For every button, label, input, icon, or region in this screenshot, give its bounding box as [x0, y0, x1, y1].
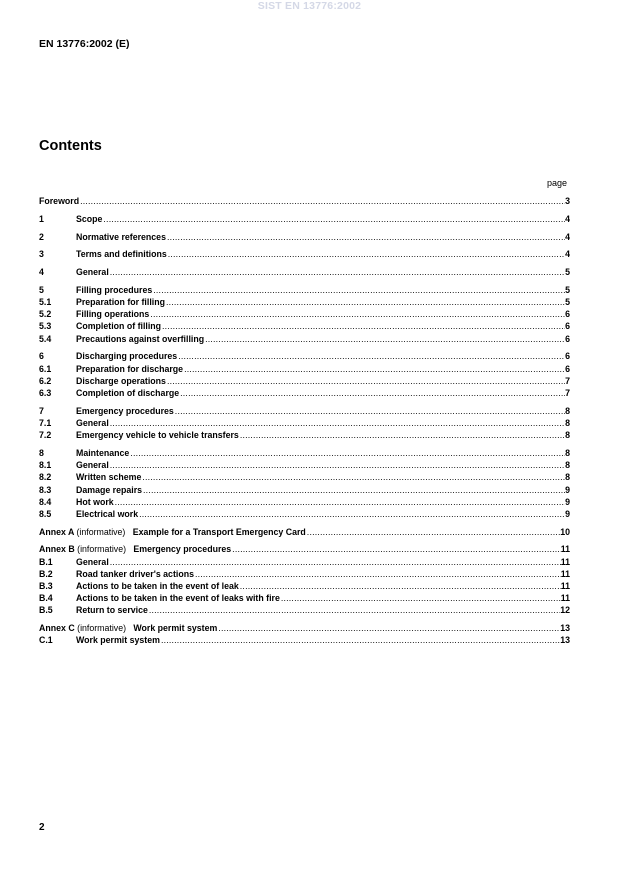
- page-title: Contents: [39, 138, 102, 154]
- toc-entry-label: Road tanker driver's actions: [76, 568, 194, 579]
- toc-entry-label: Work permit system: [76, 635, 160, 646]
- toc-entry-page: 7: [565, 375, 570, 386]
- toc-entry[interactable]: [39, 320, 570, 332]
- toc-entry-label: General: [76, 460, 109, 471]
- toc-entry-label: Written scheme: [76, 472, 142, 483]
- toc-leader-dots: [110, 266, 565, 278]
- toc-entry-number: B.4: [39, 593, 53, 604]
- toc-leader-dots: [167, 231, 565, 243]
- toc-entry-page: 7: [565, 388, 570, 398]
- toc-leader-dots: [130, 447, 565, 459]
- toc-entry-number: 8.3: [39, 484, 52, 495]
- toc-entry[interactable]: [39, 213, 570, 225]
- toc-entry-number: 5.1: [39, 297, 52, 308]
- toc-entry[interactable]: [39, 484, 570, 496]
- toc-entry-label: Foreword: [39, 196, 80, 206]
- toc-entry-label: [39, 526, 306, 538]
- toc-leader-dots: [80, 195, 565, 207]
- toc-leader-dots: [240, 580, 561, 592]
- toc-leader-dots: [115, 496, 565, 508]
- toc-entry[interactable]: [39, 459, 570, 471]
- toc-entry-number: 3: [39, 249, 44, 260]
- toc-entry-number: B.3: [39, 581, 53, 591]
- toc-leader-dots: [184, 363, 565, 375]
- toc-entry-page: 8: [565, 405, 570, 416]
- toc-entry-page: 9: [565, 496, 570, 507]
- toc-leader-dots: [110, 459, 565, 471]
- toc-entry-number: 8.4: [39, 496, 52, 507]
- toc-entry-label: Electrical work: [76, 508, 139, 519]
- toc-entry-label: Completion of discharge: [76, 388, 180, 398]
- toc-entry-number: B.1: [39, 556, 53, 567]
- toc-entry[interactable]: [39, 405, 570, 417]
- toc-entry[interactable]: [39, 231, 570, 243]
- toc-entry-number: 5.3: [39, 321, 52, 332]
- toc-leader-dots: [195, 568, 561, 580]
- toc-entry-label: Normative references: [76, 231, 166, 242]
- toc-entry-page: 11: [560, 581, 570, 591]
- toc-annex-title: Work permit system: [133, 623, 218, 634]
- toc-entry-label: [39, 543, 231, 555]
- toc-entry-number: 5.2: [39, 309, 52, 320]
- toc-annex-title: Emergency procedures: [133, 544, 232, 555]
- toc-leader-dots: [281, 592, 561, 604]
- toc-annex-title: Example for a Transport Emergency Card: [132, 526, 306, 537]
- toc-entry-label: Return to service: [76, 605, 148, 616]
- toc-entry-page: 8: [565, 460, 570, 471]
- toc-entry-number: 6.2: [39, 375, 52, 386]
- toc-entry[interactable]: [39, 375, 570, 387]
- toc-entry-number: 8.5: [39, 508, 52, 519]
- toc-entry-page: 8: [565, 447, 570, 458]
- toc-entry-page: 13: [560, 635, 570, 646]
- toc-entry-label: General: [76, 267, 109, 278]
- toc-entry[interactable]: [39, 556, 570, 568]
- toc-entry-page: 8: [565, 417, 570, 428]
- toc-entry-label: [39, 622, 217, 634]
- toc-leader-dots: [153, 284, 565, 296]
- toc-entry-label: Discharge operations: [76, 375, 166, 386]
- toc-entry[interactable]: [39, 634, 570, 646]
- toc-entry-label: Maintenance: [76, 447, 130, 458]
- page-number: 2: [39, 822, 45, 833]
- toc-leader-dots: [149, 604, 560, 616]
- toc-entry-number: 7: [39, 405, 44, 416]
- toc-leader-dots: [240, 429, 565, 441]
- toc-entry-page: 11: [560, 544, 570, 555]
- toc-entry[interactable]: [39, 429, 570, 441]
- toc-entry-label: Actions to be taken in the event of leak: [76, 581, 239, 591]
- toc-entry-number: 1: [39, 213, 44, 224]
- toc-leader-dots: [142, 471, 565, 483]
- toc-entry-number: 8: [39, 447, 44, 458]
- toc-leader-dots: [143, 484, 565, 496]
- toc-entry-label: Emergency vehicle to vehicle transfers: [76, 430, 239, 441]
- toc-entry[interactable]: [39, 284, 570, 296]
- toc-leader-dots: [218, 622, 560, 634]
- toc-entry-page: 3: [565, 196, 570, 206]
- toc-entry-page: 6: [565, 309, 570, 320]
- toc-leader-dots: [180, 387, 565, 399]
- toc-annex-informative: (informative): [77, 544, 127, 555]
- toc-entry-label: Preparation for discharge: [76, 363, 184, 374]
- toc-leader-dots: [166, 296, 565, 308]
- toc-entry[interactable]: [39, 296, 570, 308]
- toc-entry-label: Preparation for filling: [76, 297, 165, 308]
- toc-entry[interactable]: [39, 447, 570, 459]
- toc-entry-number: C.1: [39, 635, 53, 646]
- toc-entry[interactable]: [39, 417, 570, 429]
- toc-entry-page: 4: [565, 213, 570, 224]
- toc-entry-page: 4: [565, 231, 570, 242]
- toc-entry-label: Terms and definitions: [76, 249, 167, 260]
- toc-entry[interactable]: [39, 592, 570, 604]
- toc-entry[interactable]: [39, 363, 570, 375]
- toc-entry[interactable]: [39, 387, 570, 399]
- toc-entry[interactable]: [39, 568, 570, 580]
- document-id: EN 13776:2002 (E): [39, 38, 130, 50]
- toc-entry-label: General: [76, 556, 109, 567]
- toc-entry-page: 11: [560, 556, 570, 567]
- toc-entry-page: 11: [560, 568, 570, 579]
- toc-leader-dots: [161, 634, 560, 646]
- toc-leader-dots: [167, 375, 565, 387]
- toc-entry-page: 10: [560, 526, 570, 537]
- toc-leader-dots: [162, 320, 565, 332]
- toc-entry[interactable]: [39, 622, 570, 634]
- table-of-contents: [39, 195, 570, 647]
- toc-leader-dots: [110, 417, 565, 429]
- toc-annex-informative: (informative): [76, 526, 126, 537]
- toc-annex-informative: (informative): [77, 623, 127, 634]
- toc-entry-number: 5: [39, 284, 44, 295]
- toc-entry-number: 7.1: [39, 417, 52, 428]
- toc-entry-label: Actions to be taken in the event of leaks with fire: [76, 593, 280, 604]
- toc-entry-label: Discharging procedures: [76, 351, 178, 362]
- toc-entry-number: 8.2: [39, 472, 52, 483]
- toc-leader-dots: [168, 248, 565, 260]
- toc-entry-label: Filling procedures: [76, 284, 153, 295]
- page-column-label: page: [546, 178, 567, 188]
- toc-entry-number: 5.4: [39, 333, 52, 344]
- toc-entry-number: 7.2: [39, 430, 52, 441]
- toc-leader-dots: [110, 556, 561, 568]
- toc-entry-page: 13: [560, 623, 570, 634]
- toc-entry-page: 9: [565, 508, 570, 519]
- toc-entry-number: 6: [39, 351, 44, 362]
- toc-entry[interactable]: [39, 580, 570, 592]
- toc-entry-page: 8: [565, 472, 570, 483]
- toc-leader-dots: [175, 405, 565, 417]
- toc-entry[interactable]: [39, 308, 570, 320]
- toc-leader-dots: [205, 333, 565, 345]
- toc-entry-label: General: [76, 417, 109, 428]
- toc-entry-label: Emergency procedures: [76, 405, 174, 416]
- toc-entry-number: 4: [39, 267, 44, 278]
- toc-leader-dots: [139, 508, 565, 520]
- toc-entry[interactable]: [39, 266, 570, 278]
- toc-entry-number: 2: [39, 231, 44, 242]
- toc-leader-dots: [307, 526, 560, 538]
- toc-entry-number: 6.1: [39, 363, 52, 374]
- toc-entry[interactable]: [39, 543, 570, 555]
- toc-entry[interactable]: [39, 526, 570, 538]
- toc-entry-page: 5: [565, 267, 570, 278]
- toc-annex-id: Annex B: [39, 544, 75, 555]
- toc-entry[interactable]: [39, 333, 570, 345]
- toc-entry-label: Filling operations: [76, 309, 150, 320]
- toc-entry-number: B.2: [39, 568, 53, 579]
- toc-entry-page: 6: [565, 333, 570, 344]
- toc-entry-page: 6: [565, 351, 570, 362]
- toc-annex-id: Annex A: [39, 526, 75, 537]
- toc-entry[interactable]: [39, 496, 570, 508]
- toc-entry-label: Precautions against overfilling: [76, 333, 205, 344]
- toc-annex-id: Annex C: [39, 623, 75, 634]
- toc-entry-label: Scope: [76, 213, 103, 224]
- toc-leader-dots: [178, 350, 565, 362]
- toc-entry[interactable]: [39, 471, 570, 483]
- toc-entry-page: 11: [560, 593, 570, 604]
- toc-entry-number: 8.1: [39, 460, 52, 471]
- watermark: SIST EN 13776:2002: [257, 0, 362, 12]
- toc-entry-page: 12: [560, 605, 570, 616]
- toc-entry-page: 6: [565, 363, 570, 374]
- toc-entry-number: 6.3: [39, 388, 52, 398]
- toc-entry[interactable]: [39, 350, 570, 362]
- toc-entry-page: 5: [565, 297, 570, 308]
- toc-entry-page: 8: [565, 430, 570, 441]
- toc-entry-number: B.5: [39, 605, 53, 616]
- toc-entry-label: Damage repairs: [76, 484, 143, 495]
- toc-entry-page: 4: [565, 249, 570, 260]
- toc-entry-label: Completion of filling: [76, 321, 162, 332]
- toc-entry[interactable]: [39, 508, 570, 520]
- toc-entry-page: 5: [565, 284, 570, 295]
- toc-leader-dots: [103, 213, 565, 225]
- toc-entry[interactable]: [39, 195, 570, 207]
- toc-entry-page: 9: [565, 484, 570, 495]
- toc-leader-dots: [232, 543, 561, 555]
- toc-leader-dots: [150, 308, 565, 320]
- toc-entry-label: Hot work: [76, 496, 114, 507]
- toc-entry[interactable]: [39, 248, 570, 260]
- toc-entry-page: 6: [565, 321, 570, 332]
- toc-entry[interactable]: [39, 604, 570, 616]
